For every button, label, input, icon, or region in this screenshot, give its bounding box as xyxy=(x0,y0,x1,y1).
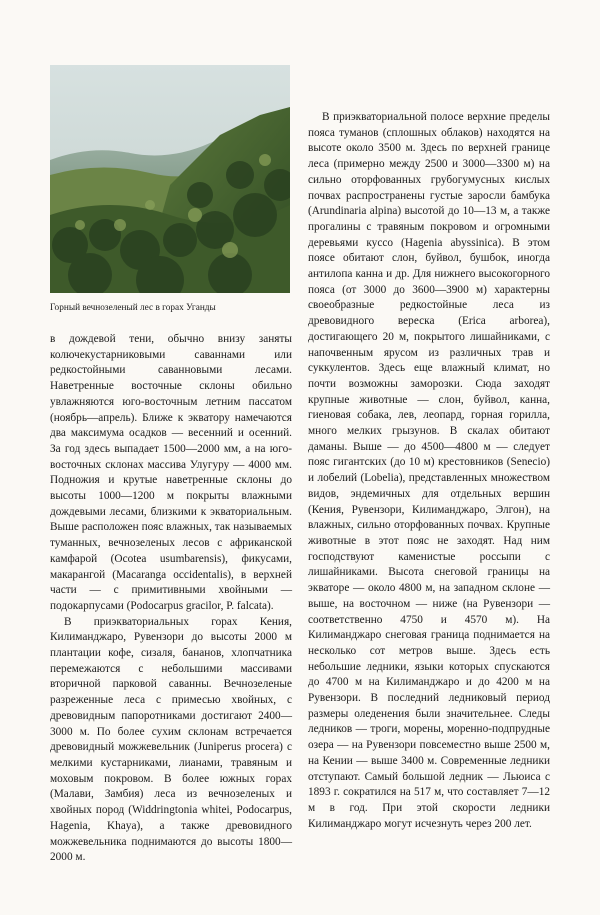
paragraph: В приэкваториальной полосе верхние пределы пояса туманов (сплошных облаков) находятся на высоте около 3500 м. Здесь по верхней границе леса (примерно между 2500 и 3000—3300 м) на сильно оторфованных грубогумусных кислых почвах распространены густые заросли бамбука (Arundinaria alpina) высотой до 10—13 м, а также прогалины с травяным покровом и огромными деревьями куссо (Hagenia abyssinica). В этом поясе обитают слон, буйвол, бушбок, иногда антилопа канна и др. Для нижнего высокогорного пояса (от 3000 до 3600—3900 м) характерны своеобразные редкостойные леса из древовидного вереска (Erica arborea), достигающего 20 м, покрытого лишайниками, с напочвенным ярусом из различных трав и суккулентов. Здесь еще влажный климат, но почти возможны заморозки. Сюда заходят крупные животные — слон, буйвол, канна, гиеновая собака, лев, леопард, горная горилла, много мелких грызунов. В скалах обитают даманы. Выше — до 4500—4800 м — следует пояс гигантских (до 10 м) крестовников (Senecio) и лобелий (Lobelia), представленных множеством видов, эндемичных для отдельных вершин (Кения, Рувензори, Килиманджаро, Элгон), на влажных, сильно оторфованных почвах. Крупные животные в этот пояс не заходят. Над ним господствуют каменистые россыпи с лишайниками. Высота снеговой границы на экваторе — около 4800 м, на западном склоне — выше, на восточном — ниже (на Рувензори — соответственно 4750 и 4570 м). На Килиманджаро снеговая граница поднимается на несколько сот метров выше. Здесь есть небольшие ледники, языки которых спускаются до 4700 м на Килиманджаро и до 4200 м на Рувензори. В последний ледниковый период размеры оледенения были значительнее. Следы ледников — троги, морены, моренно-подпрудные озера — на Рувензори повсеместно выше 2500 м, на Кении — выше 3400 м. Современные ледники отступают. Самый большой ледник — Льюиса с 1893 г. сократился на 517 м, что составляет 7—12 м в год. При этой скорости ледники Килиманджаро могут исчезнуть через 200 лет. xyxy=(308,111,550,830)
right-text-column xyxy=(308,110,550,832)
photo-caption: Горный вечнозеленый лес в горах Уганды xyxy=(50,303,216,313)
left-text-column xyxy=(50,332,292,866)
paragraph: в дождевой тени, обычно внизу заняты колючекустарниковыми саваннами или редкостойными саванновыми лесами. Наветренные восточные склоны обильно увлажняются юго-восточным летним пассатом (ноябрь—апрель). Ближе к экватору намечаются два максимума осадков — весенний и осенний. За год здесь выпадает 1500—2000 мм, а на юго-восточных склонах массива Улугуру — 4000 мм. Подножия и крутые наветренные склоны до высоты 1000—1200 м покрыты влажными дождевыми лесами, близкими к экваториальным. Выше расположен пояс влажных, так называемых туманных, вечнозеленых лесов с африканской камфарой (Ocotea usumbarensis), фикусами, макарангой (Macaranga occidentalis), в верхней части — с примитивными хвойными — подокарпусами (Podocarpus gracilor, P. falcata). xyxy=(50,333,292,612)
paragraph: В приэкваториальных горах Кения, Килиманджаро, Рувензори до высоты 2000 м плантации кофе, сизаля, бананов, хлопчатника перемежаются с небольшими массивами вторичной парковой саванны. Вечнозеленые разреженные леса с примесью хвойных, с древовидным папоротниками достигают 2400—3000 м. По более сухим склонам встречается древовидный можжевельник (Juniperus procera) с мелкими кустарниками, лианами, травяным и моховым покровом. В более южных горах (Малави, Замбия) леса из вечнозеленых и хвойных пород (Widdringtonia whitei, Podocarpus, Hagenia, Khaya), а также древовидного можжевельника поднимаются до высоты 1800—2000 м. xyxy=(50,615,292,864)
mountain-forest-photo xyxy=(50,65,290,293)
forest-landscape-image xyxy=(50,65,290,293)
